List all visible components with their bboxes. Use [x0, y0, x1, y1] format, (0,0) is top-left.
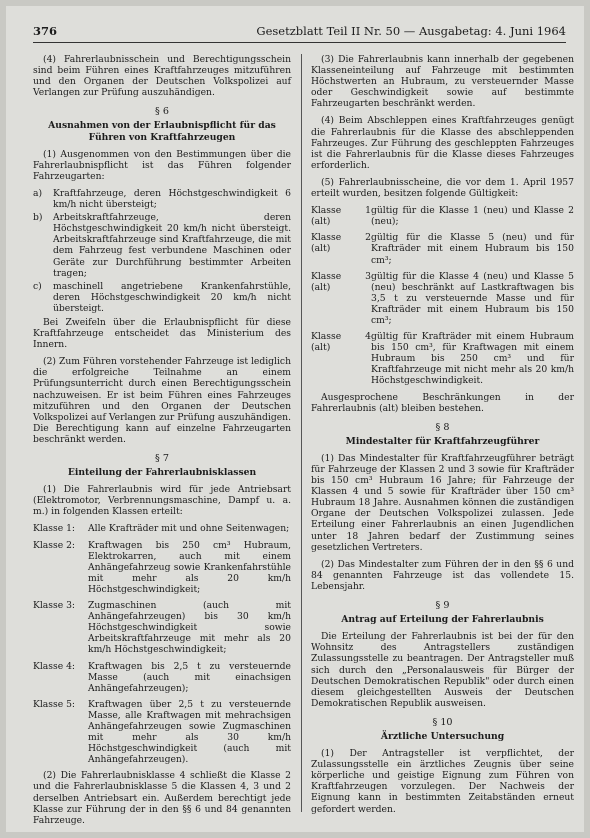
section-9-paragraph: Die Erteilung der Fahrerlaubnis ist bei der für den Wohnsitz des Antragstellers zuständigen Zulassungsstelle zu beantragen. Der Antragsteller muß sich durch den „Personalausweis für Bürger der Deutschen Demokratischen Republik" oder durch einen diesem gleichgestellten Ausweis der Deutschen Demokratischen Republik ausweisen. — [311, 631, 574, 709]
old-class-label: Klasse 2 (alt) — [311, 232, 371, 255]
right-column — [311, 54, 574, 821]
section-7-paragraph-1: (1) Die Fahrerlaubnis wird für jede Antriebsart (Elektromotor, Verbrennungsmaschine, Dampf u. a. m.) in folgenden Klassen erteilt: — [33, 484, 291, 518]
page-header — [33, 24, 566, 40]
old-class-text: gültig für die Klasse 4 (neu) und Klasse 5 (neu) beschränkt auf Lastkraftwagen bis 3,5 t zu versteuernde Masse und für Krafträder mit einem Hubraum bis 150 cm³; — [371, 270, 574, 326]
section-8-heading: Mindestalter für Kraftfahrzeugführer — [345, 435, 540, 447]
list-item — [33, 281, 291, 314]
list-marker: c) — [33, 280, 42, 292]
old-class-entry — [311, 205, 574, 227]
list-text: maschinell angetriebene Krankenfahrstühle, deren Höchstgeschwindigkeit 20 km/h nicht übersteigt. — [53, 280, 291, 314]
header-rule — [33, 42, 566, 43]
restrictions-paragraph: Ausgesprochene Beschränkungen in der Fahrerlaubnis (alt) bleiben bestehen. — [311, 391, 574, 414]
old-class-label: Klasse 1 (alt) — [311, 205, 371, 228]
class-label: Klasse 5: — [33, 698, 76, 710]
list-marker: a) — [33, 187, 43, 199]
section-7-paragraph-5: (5) Fahrerlaubnisscheine, die vor dem 1. April 1957 erteilt wurden, besitzen folgende Gültigkeit: — [311, 176, 574, 200]
class-text: Kraftwagen bis 250 cm³ Hubraum, Elektrokarren, auch mit einem Anhängefahrzeug sowie Krankenfahrstühle mit mehr als 20 km/h Höchstgeschwindigkeit; — [88, 539, 291, 595]
class-label: Klasse 4: — [33, 660, 76, 672]
old-class-text: gültig für die Klasse 5 (neu) und für Krafträder mit einem Hubraum bis 150 cm³; — [371, 232, 574, 266]
section-10-number: § 10 — [432, 716, 453, 728]
class-label: Klasse 1: — [33, 523, 76, 535]
gazette-title: Gesetzblatt Teil II Nr. 50 — Ausgabetag: 4. Juni 1964 — [256, 24, 566, 38]
section-10-heading: Ärztliche Untersuchung — [380, 730, 505, 742]
class-entry — [33, 523, 291, 534]
section-7-paragraph-3: (3) Die Fahrerlaubnis kann innerhalb der gegebenen Klasseneinteilung auf Fahrzeuge mit bestimmten Höchstwerten an Hubraum, zu versteuernder Masse oder Geschwindigkeit sowie auf bestimmte Fahrzeugarten beschränkt werden. — [311, 54, 574, 110]
paragraph-fahrerlaubnisschein: (4) Fahrerlaubnisschein und Berechtigungsschein sind beim Führen eines Kraftfahrzeuges mitzuführen und den Organen der Deutschen Volkspolizei auf Verlangen zur Prüfung auszuhändigen. — [33, 54, 291, 99]
section-7-paragraph-2: (2) Die Fahrerlaubnisklasse 4 schließt die Klasse 2 und die Fahrerlaubnisklasse 5 die Klassen 4, 3 und 2 derselben Antriebsart ein. Außerdem berechtigt jede Klasse zur Führung der in den §§ 6 und 84 genannten Fahrzeuge. — [33, 770, 291, 826]
section-7-number: § 7 — [155, 453, 169, 464]
section-6-number: § 6 — [155, 106, 169, 118]
section-9-heading: Antrag auf Erteilung der Fahrerlaubnis — [341, 614, 544, 626]
left-column — [33, 54, 291, 832]
class-entry — [33, 540, 291, 595]
old-class-entry — [311, 232, 574, 265]
section-9-number: § 9 — [435, 600, 450, 612]
old-class-entry — [311, 271, 574, 326]
class-entry — [33, 661, 291, 694]
class-text: Zugmaschinen (auch mit Anhängefahrzeugen) bis 30 km/h Höchstgeschwindigkeit sowie Arbeitskraftfahrzeuge mit mehr als 20 km/h Höchstgeschwindigkeit; — [88, 600, 291, 656]
class-entry — [33, 600, 291, 655]
section-6-paragraph-2: (2) Zum Führen vorstehender Fahrzeuge ist lediglich die erfolgreiche Teilnahme an einem Prüfungsunterricht durch einen Berechtigungsschein nachzuweisen. Er ist beim Führen eines Fahrzeuges mitzuführen und den Organen der Deutschen Volkspolizei auf Verlangen zur Prüfung auszuhändigen. Die Berechtigung kann auf einzelne Fahrzeugarten beschränkt werden. — [33, 356, 291, 445]
section-8-number: § 8 — [435, 421, 450, 433]
class-label: Klasse 2: — [33, 539, 76, 551]
class-text: Kraftwagen über 2,5 t zu versteuernde Masse, alle Kraftwagen mit mehrachsigen Anhängefahrzeugen sowie Zugmaschinen mit mehr als 30 km/h Höchstgeschwindigkeit (auch mit Anhängefahrzeugen). — [88, 698, 291, 766]
old-class-text: gültig für Krafträder mit einem Hubraum bis 150 cm³, für Kraftwagen mit einem Hubraum bis 250 cm³ und für Kraftfahrzeuge mit nicht mehr als 20 km/h Höchstgeschwindigkeit. — [371, 331, 574, 387]
section-8-paragraph-2: (2) Das Mindestalter zum Führen der in den §§ 6 und 84 genannten Fahrzeuge ist das vollendete 15. Lebensjahr. — [311, 558, 574, 592]
old-class-entry — [311, 331, 574, 386]
column-divider — [301, 54, 302, 812]
page-number: 376 — [33, 24, 58, 38]
gazette-page — [6, 6, 584, 832]
list-marker: b) — [33, 212, 43, 224]
class-label: Klasse 3: — [33, 600, 76, 612]
list-item — [33, 188, 291, 210]
section-7-heading: Einteilung der Fahrerlaubnisklassen — [67, 467, 257, 479]
class-text: Kraftwagen bis 2,5 t zu versteuernde Masse (auch mit einachsigen Anhängefahrzeugen); — [88, 660, 291, 694]
old-class-text: gültig für die Klasse 1 (neu) und Klasse 2 (neu); — [371, 205, 574, 228]
old-class-label: Klasse 4 (alt) — [311, 331, 371, 354]
list-text: Kraftfahrzeuge, deren Höchstgeschwindigkeit 6 km/h nicht übersteigt; — [53, 187, 291, 211]
class-text: Alle Krafträder mit und ohne Seitenwagen; — [88, 523, 290, 535]
old-class-label: Klasse 3 (alt) — [311, 270, 371, 293]
section-6-paragraph-1: (1) Ausgenommen von den Bestimmungen über die Fahrerlaubnispflicht ist das Führen folgender Fahrzeugarten: — [33, 148, 291, 182]
section-7-paragraph-4: (4) Beim Abschleppen eines Kraftfahrzeuges genügt die Fahrerlaubnis für die Klasse des abschleppenden Fahrzeuges. Zur Führung des geschleppten Fahrzeuges ist die Fahrerlaubnis für die Klasse dieses Fahrzeuges erforderlich. — [311, 115, 574, 171]
section-10-paragraph-1: (1) Der Antragsteller ist verpflichtet, der Zulassungsstelle ein ärztliches Zeugnis über seine körperliche und geistige Eignung zum Führen von Kraftfahrzeugen vorzulegen. Der Nachweis der Eignung kann in bestimmten Zeitabständen erneut gefordert werden. — [311, 748, 574, 815]
section-6-zweifel: Bei Zweifeln über die Erlaubnispflicht für diese Kraftfahrzeuge entscheidet das Ministerium des Innern. — [33, 316, 291, 351]
list-item — [33, 212, 291, 279]
section-8-paragraph-1: (1) Das Mindestalter für Kraftfahrzeugführer beträgt für Fahrzeuge der Klassen 2 und 3 sowie für Krafträder bis 150 cm³ Hubraum 16 Jahre; für Fahrzeuge der Klassen 4 und 5 sowie für Krafträder über 150 cm³ Hubraum 18 Jahre. Ausnahmen können die zuständigen Organe der Deutschen Volkspolizei zulassen. Jede Erteilung einer Fahrerlaubnis an einen Jugendlichen unter 18 Jahren bedarf der Zustimmung seines gesetzlichen Vertreters. — [311, 452, 574, 553]
section-6-heading: Ausnahmen von der Erlaubnispflicht für das Führen von Kraftfahrzeugen — [48, 120, 276, 143]
list-text: Arbeitskraftfahrzeuge, deren Höchstgeschwindigkeit 20 km/h nicht übersteigt. Arbeitskraftfahrzeuge sind Kraftfahrzeuge, die mit dem Fahrzeug fest verbundene Maschinen oder Geräte zur Durchführung bestimmter Arbeiten tragen; — [53, 212, 291, 279]
class-entry — [33, 699, 291, 766]
